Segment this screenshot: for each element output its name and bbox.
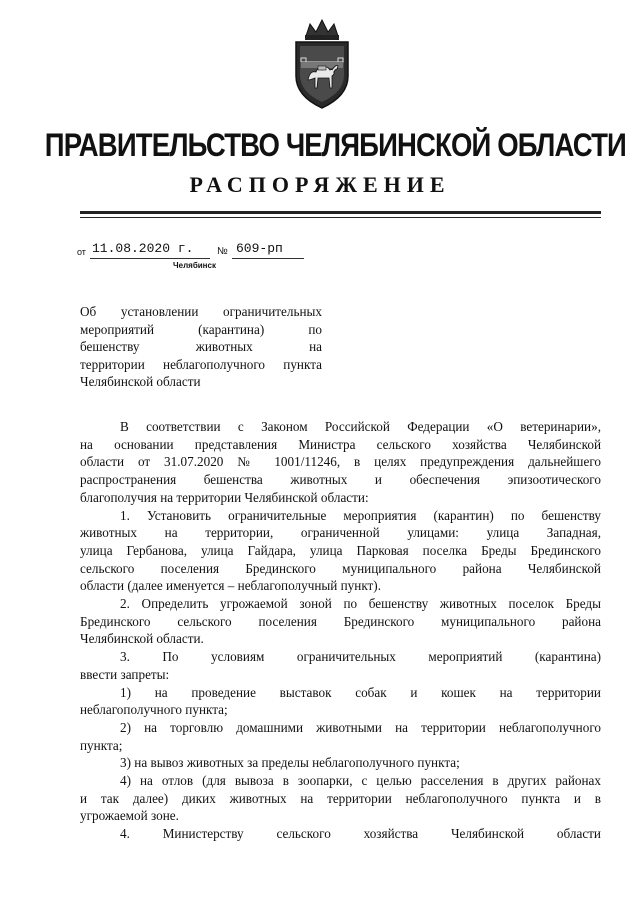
body-line: 1. Установить ограничительные мероприятия (карантин) по бешенству: [120, 507, 601, 523]
subject-line: бешенству животных на: [80, 339, 322, 354]
body-line: области (далее именуется – неблагополучный пункт).: [80, 578, 381, 594]
document-date: 11.08.2020 г.: [92, 241, 194, 256]
subject-line: территории неблагополучного пункта: [80, 356, 322, 372]
header-divider-thin: [80, 217, 601, 218]
document-type: РАСПОРЯЖЕНИЕ: [189, 172, 451, 197]
document-number: 609-рп: [236, 241, 283, 256]
subject-line: Челябинской области: [80, 374, 201, 389]
body-line: области от 31.07.2020 № 1001/11246, в целях предупреждения дальнейшего: [80, 454, 601, 470]
body-line: сельского поселения Брединского муниципального района Челябинской: [80, 560, 601, 576]
body-line: распространения бешенства животных и обеспечения эпизоотического: [80, 472, 601, 488]
body-line: пункта;: [80, 737, 123, 753]
body-line: угрожаемой зоне.: [80, 808, 179, 824]
body-line: Брединского сельского поселения Брединского муниципального района: [80, 613, 601, 629]
document-subject: [80, 303, 322, 391]
body-line: на основании представления Министра сельского хозяйства Челябинской: [80, 436, 601, 452]
city-label: Челябинск: [173, 261, 216, 270]
body-line: благополучия на территории Челябинской области:: [80, 489, 369, 505]
number-label: №: [217, 246, 228, 257]
body-line: 1) на проведение выставок собак и кошек на территории: [120, 684, 601, 700]
date-underline: [90, 258, 210, 259]
body-line: 3. По условиям ограничительных мероприятий (карантина): [120, 649, 601, 665]
body-line: 2. Определить угрожаемой зоной по бешенству животных поселок Бреды: [120, 596, 601, 612]
body-line: В соответствии с Законом Российской Федерации «О ветеринарии»,: [120, 419, 601, 434]
number-underline: [232, 258, 304, 259]
body-line: ввести запреты:: [80, 666, 170, 682]
body-line: Челябинской области.: [80, 631, 204, 647]
body-line: 4) на отлов (для вывоза в зоопарки, с целью расселения в других районах: [120, 773, 601, 789]
body-line: 2) на торговлю домашними животными на территории неблагополучного: [120, 719, 601, 735]
body-line: 4. Министерству сельского хозяйства Челябинской области: [120, 826, 601, 842]
body-line: животных на территории, ограниченной улицами: улица Западная,: [80, 525, 601, 541]
date-from-label: от: [77, 247, 86, 257]
organization-title: ПРАВИТЕЛЬСТВО ЧЕЛЯБИНСКОЙ ОБЛАСТИ: [44, 127, 626, 163]
header-divider-thick: [80, 211, 601, 214]
subject-line: Об установлении ограничительных: [80, 304, 322, 319]
subject-line: мероприятий (карантина) по: [80, 321, 322, 337]
body-line: и так далее) диких животных на территории неблагополучного пункта и в: [80, 790, 601, 806]
body-line: 3) на вывоз животных за пределы неблагополучного пункта;: [120, 755, 460, 771]
body-line: улица Гербанова, улица Гайдара, улица Парковая поселка Бреды Брединского: [80, 542, 601, 558]
coat-of-arms-emblem: [288, 18, 356, 110]
document-body: [80, 418, 601, 843]
body-line: неблагополучного пункта;: [80, 702, 228, 718]
